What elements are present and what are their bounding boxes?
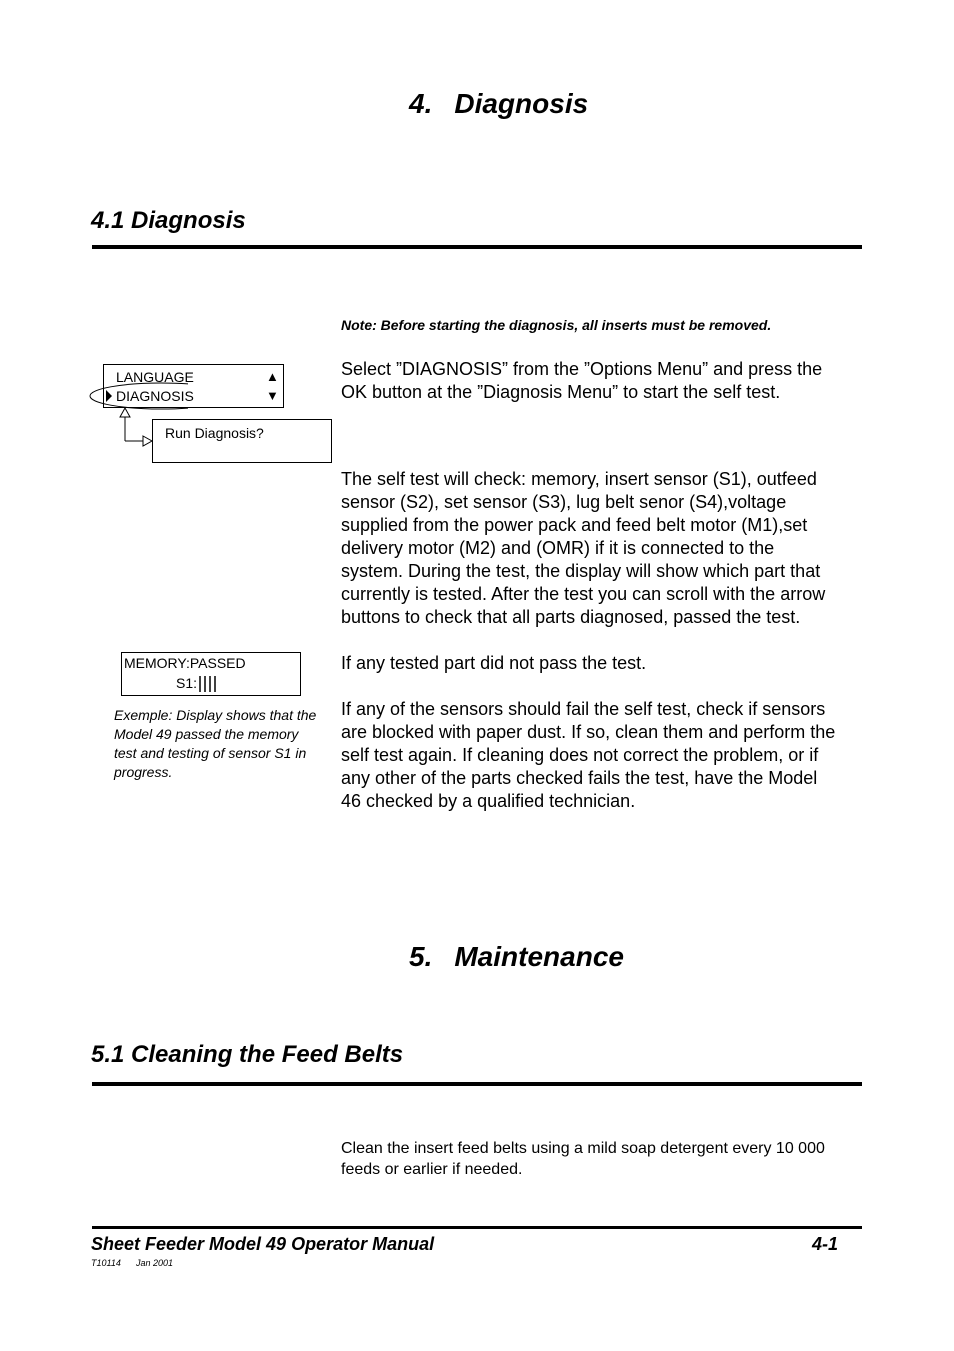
sensors-paragraph: If any of the sensors should fail the self test, check if sensors are blocked with paper dust. If so, clean them and perform the self test again. If cleaning does not correct the problem, or if any other of the parts checked fails the test, have the Model 46 checked by a qualified technician. [341,699,836,811]
connector-right-arrow-icon [143,436,152,446]
footer-doc-id: T10114 [91,1258,121,1268]
if-any-paragraph: If any tested part did not pass the test. [341,653,647,673]
select-diagnosis-paragraph: Select ”DIAGNOSIS” from the ”Options Menu” and press the OK button at the ”Diagnosis Menu” to start the self test. [341,359,823,402]
cursor-triangle-icon [106,390,112,402]
note-text: Note: Before starting the diagnosis, all inserts must be removed. [341,317,772,333]
section-4-1-heading: 4.1 Diagnosis [91,207,246,234]
section-5-1-heading: 5.1 Cleaning the Feed Belts [91,1041,404,1068]
footer-manual-title: Sheet Feeder Model 49 Operator Manual [91,1234,435,1254]
selection-ellipse [90,383,188,409]
menu-line-language: LANGUAGE [116,369,194,385]
self-test-paragraph: The self test will check: memory, insert sensor (S1), outfeed sensor (S2), set sensor (S3), lug belt senor (S4),voltage supplied from the power pack and feed belt motor (M1),set delivery motor (M2) and (OMR) if it is connected to the system. During the test, the display will show which part that currently is tested. After the test you can scroll with the arrow buttons to check that all parts diagnosed, passed the test. [341,469,826,627]
submenu-lcd [152,419,332,463]
submenu-run-diagnosis: Run Diagnosis? [165,425,264,441]
menu-line-diagnosis: DIAGNOSIS [116,388,194,404]
section-rule [92,245,862,249]
progress-bars-icon [198,675,220,693]
chapter-4-heading [409,88,588,120]
footer-date: Jan 2001 [136,1258,174,1268]
chapter-5-heading [409,941,624,973]
footer-page-number: 4-1 [812,1234,839,1254]
up-arrow-icon: ▲ [266,369,279,384]
connector-up-arrow-icon [120,408,130,417]
status-lcd [121,652,301,696]
cleaning-paragraph: Clean the insert feed belts using a mild soap detergent every 10 000 feeds or earlier if needed. [341,1140,825,1178]
chapter-title: Maintenance [454,941,624,972]
chapter-number: 4. [409,88,433,119]
section-rule [92,1082,862,1086]
down-arrow-icon: ▼ [266,388,279,403]
footer-rule [92,1226,862,1229]
display-caption: Exemple: Display shows that the Model 49 passed the memory test and testing of sensor S1 in progress. [114,707,317,780]
chapter-number: 5. [409,941,433,972]
status-line-s1: S1: [176,675,198,691]
chapter-title: Diagnosis [454,88,589,119]
status-line-memory: MEMORY:PASSED [124,655,246,671]
